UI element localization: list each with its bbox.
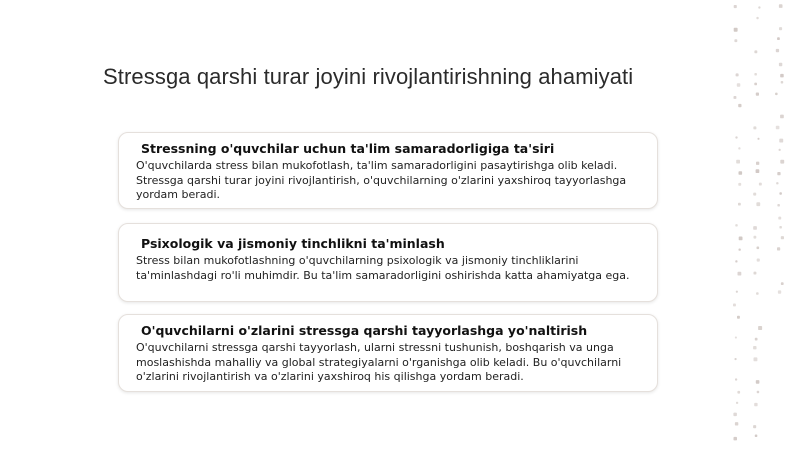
decor-dot <box>736 73 739 76</box>
decor-dot <box>735 136 737 138</box>
decor-dot <box>754 272 757 275</box>
decor-dot <box>779 27 782 30</box>
decor-dot <box>738 147 740 149</box>
decor-dot <box>733 304 736 307</box>
card-body: O'quvchilarda stress bilan mukofotlash, ta'lim samaradorligini pasaytirishga olib keladi. Stressga qarshi turar joyini rivojlantirish, o'quvchilarning o'zlarini yaxshiroq tayyorlashga yordam beradi. <box>136 159 627 201</box>
decor-dot <box>756 17 758 19</box>
decor-dot <box>734 96 737 99</box>
decor-dot <box>735 358 737 360</box>
decor-dot <box>756 162 759 165</box>
decor-dot <box>734 437 738 441</box>
decor-dot <box>779 139 783 143</box>
decor-dot <box>758 6 760 8</box>
decor-dot <box>754 83 757 86</box>
decor-dot <box>737 83 741 87</box>
decor-dot <box>738 104 741 107</box>
decor-dot <box>758 326 762 330</box>
decor-dot <box>735 260 737 262</box>
decor-dot <box>757 391 760 394</box>
decor-dot <box>757 247 760 250</box>
card-heading: O'quvchilarni o'zlarini stressga qarshi tayyorlashga yo'naltirish <box>141 323 588 338</box>
slide-title: Stressga qarshi turar joyini rivojlantirishning ahamiyati <box>103 64 634 89</box>
decor-dot <box>777 247 780 250</box>
card-heading: Stressning o'quvchilar uchun ta'lim samaradorligiga ta'siri <box>141 141 555 156</box>
decor-dot <box>759 183 762 186</box>
decor-dot <box>780 115 784 119</box>
info-card-2 <box>118 223 658 302</box>
card-heading: Psixologik va jismoniy tinchlikni ta'minlash <box>141 236 445 251</box>
decor-dot <box>776 126 780 130</box>
decor-dot <box>779 226 782 229</box>
decor-dot <box>755 435 758 438</box>
decor-dot <box>738 183 741 186</box>
decor-dot <box>780 74 784 78</box>
decor-dot <box>739 237 743 241</box>
decor-dot <box>753 226 757 230</box>
decor-dot <box>781 236 784 239</box>
decor-dot <box>753 346 756 349</box>
decor-dot <box>779 149 781 151</box>
decor-dot <box>781 282 784 285</box>
decor-dot <box>779 192 782 195</box>
decor-dot <box>754 50 757 53</box>
decorative-dot-pattern <box>722 0 800 449</box>
decor-dot <box>781 81 784 84</box>
decor-dot <box>738 272 742 276</box>
decor-dot <box>754 73 757 76</box>
decor-dot <box>776 182 778 184</box>
info-card-3 <box>118 314 658 392</box>
decor-dot <box>777 172 780 175</box>
decor-dot <box>736 160 740 164</box>
decor-dot <box>739 249 741 251</box>
decor-dot <box>775 93 778 96</box>
decor-dot <box>758 138 760 140</box>
decor-dot <box>735 224 737 226</box>
decor-dot <box>736 291 738 293</box>
decor-dot <box>779 63 782 66</box>
decor-dot <box>778 290 781 293</box>
decor-dot <box>757 259 760 262</box>
decor-dot <box>737 391 740 394</box>
decor-dot <box>756 380 760 384</box>
decor-dot <box>756 169 760 173</box>
decor-dot <box>734 28 738 32</box>
decor-dot <box>734 39 737 42</box>
decor-dot <box>756 202 760 206</box>
info-card-1 <box>118 132 658 209</box>
decor-dot <box>737 316 740 319</box>
decor-dot <box>778 217 781 220</box>
decor-dot <box>776 49 779 52</box>
decor-dot <box>756 93 759 96</box>
decor-dot <box>735 422 738 425</box>
decor-dot <box>733 413 737 417</box>
decor-dot <box>754 357 758 361</box>
decor-dot <box>738 203 741 206</box>
decor-dot <box>736 402 738 404</box>
decor-dot <box>753 126 756 129</box>
decor-dot <box>753 425 756 428</box>
card-body: Stress bilan mukofotlashning o'quvchilarning psixologik va jismoniy tinchliklarini ta'minlashdagi ro'li muhimdir. Bu ta'lim samaradorligini oshirishda katta ahamiyatga ega. <box>136 254 630 282</box>
decor-dot <box>735 378 737 380</box>
decor-dot <box>756 292 759 295</box>
decor-dot <box>777 37 780 40</box>
decor-dot <box>754 236 757 239</box>
decor-dot <box>779 4 783 8</box>
decor-dot <box>753 193 756 196</box>
decor-dot <box>754 403 757 406</box>
decor-dot <box>735 337 737 339</box>
decor-dot <box>739 171 743 175</box>
card-body: O'quvchilarni stressga qarshi tayyorlash, ularni stressni tushunish, boshqarish va unga moslashishda mahalliy va global strategiyalarni o'rganishga olib keladi. Bu o'quvchilarni o'zlarini rivojlantirish va o'zlarini yaxshiroq his qilishga yordam beradi. <box>136 341 622 383</box>
decor-dot <box>755 338 758 341</box>
decor-dot <box>734 5 737 8</box>
decor-dot <box>780 160 784 164</box>
decor-dot <box>777 204 780 207</box>
